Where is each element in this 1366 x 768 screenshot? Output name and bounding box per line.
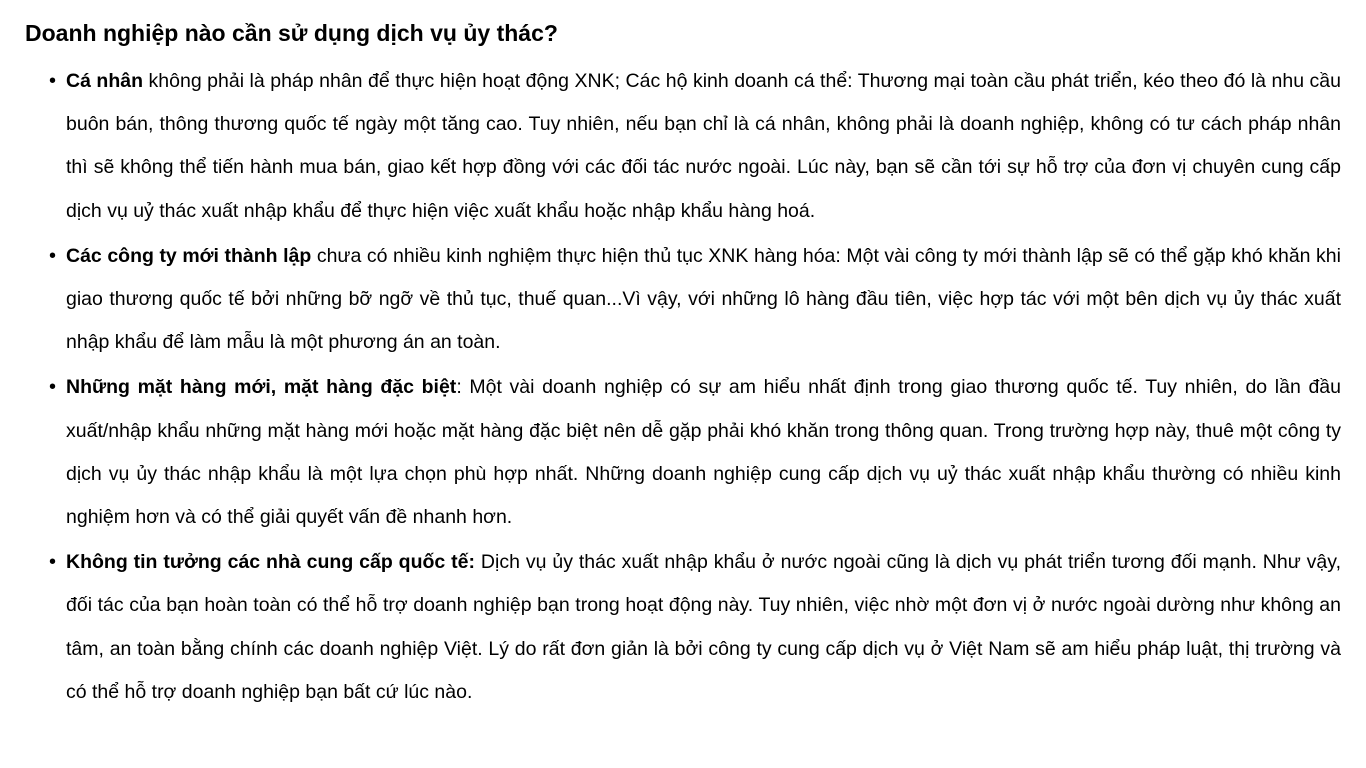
bullet-icon: •: [49, 376, 57, 399]
list-item: [25, 60, 1341, 233]
item-lead: Cá nhân: [66, 70, 144, 92]
list-item: [25, 541, 1341, 714]
bullet-icon: •: [49, 70, 57, 92]
item-lead: Những mặt hàng mới, mặt hàng đặc biệt: [66, 376, 457, 399]
item-lead: Các công ty mới thành lập: [66, 244, 312, 267]
bullet-icon: •: [49, 551, 57, 574]
list-item: [25, 366, 1341, 539]
bullet-list: [25, 60, 1341, 714]
item-lead: Không tin tưởng các nhà cung cấp quốc tế:: [66, 551, 475, 574]
item-text: Dịch vụ ủy thác xuất nhập khẩu ở nước ngoài cũng là dịch vụ phát triển tương đối mạnh. Như vậy, đối tác của bạn hoàn toàn có thể hỗ trợ doanh nghiệp bạn trong hoạt động này. Tuy nhiên, việc nhờ một đơn vị ở nước ngoài dường như không an tâm, an toàn bằng chính các doanh nghiệp Việt. Lý do rất đơn giản là bởi công ty cung cấp dịch vụ ở Việt Nam sẽ am hiểu pháp luật, thị trường và có thể hỗ trợ doanh nghiệp bạn bất cứ lúc nào.: [66, 551, 1341, 703]
page-title: Doanh nghiệp nào cần sử dụng dịch vụ ủy thác?: [25, 20, 558, 46]
item-text: : Một vài doanh nghiệp có sự am hiểu nhất định trong giao thương quốc tế. Tuy nhiên, do lần đầu xuất/nhập khẩu những mặt hàng mới hoặc mặt hàng đặc biệt nên dễ gặp phải khó khăn trong thông quan. Trong trường hợp này, thuê một công ty dịch vụ ủy thác nhập khẩu là một lựa chọn phù hợp nhất. Những doanh nghiệp cung cấp dịch vụ uỷ thác xuất nhập khẩu thường có nhiều kinh nghiệm hơn và có thể giải quyết vấn đề nhanh hơn.: [66, 376, 1341, 529]
bullet-icon: •: [49, 244, 57, 267]
item-text: chưa có nhiều kinh nghiệm thực hiện thủ tục XNK hàng hóa: Một vài công ty mới thành lập sẽ có thể gặp khó khăn khi giao thương quốc tế bởi những bỡ ngỡ về thủ tục, thuế quan...Vì vậy, với những lô hàng đầu tiên, việc hợp tác với một bên dịch vụ ủy thác xuất nhập khẩu để làm mẫu là một phương án an toàn.: [66, 244, 1341, 354]
item-text: không phải là pháp nhân để thực hiện hoạt động XNK; Các hộ kinh doanh cá thể: Thương mại toàn cầu phát triển, kéo theo đó là nhu cầu buôn bán, thông thương quốc tế ngày một tăng cao. Tuy nhiên, nếu bạn chỉ là cá nhân, không phải là doanh nghiệp, không có tư cách pháp nhân thì sẽ không thể tiến hành mua bán, giao kết hợp đồng với các đối tác nước ngoài. Lúc này, bạn sẽ cần tới sự hỗ trợ của đơn vị chuyên cung cấp dịch vụ uỷ thác xuất nhập khẩu để thực hiện việc xuất khẩu hoặc nhập khẩu hàng hoá.: [66, 70, 1341, 222]
list-item: [25, 235, 1341, 365]
